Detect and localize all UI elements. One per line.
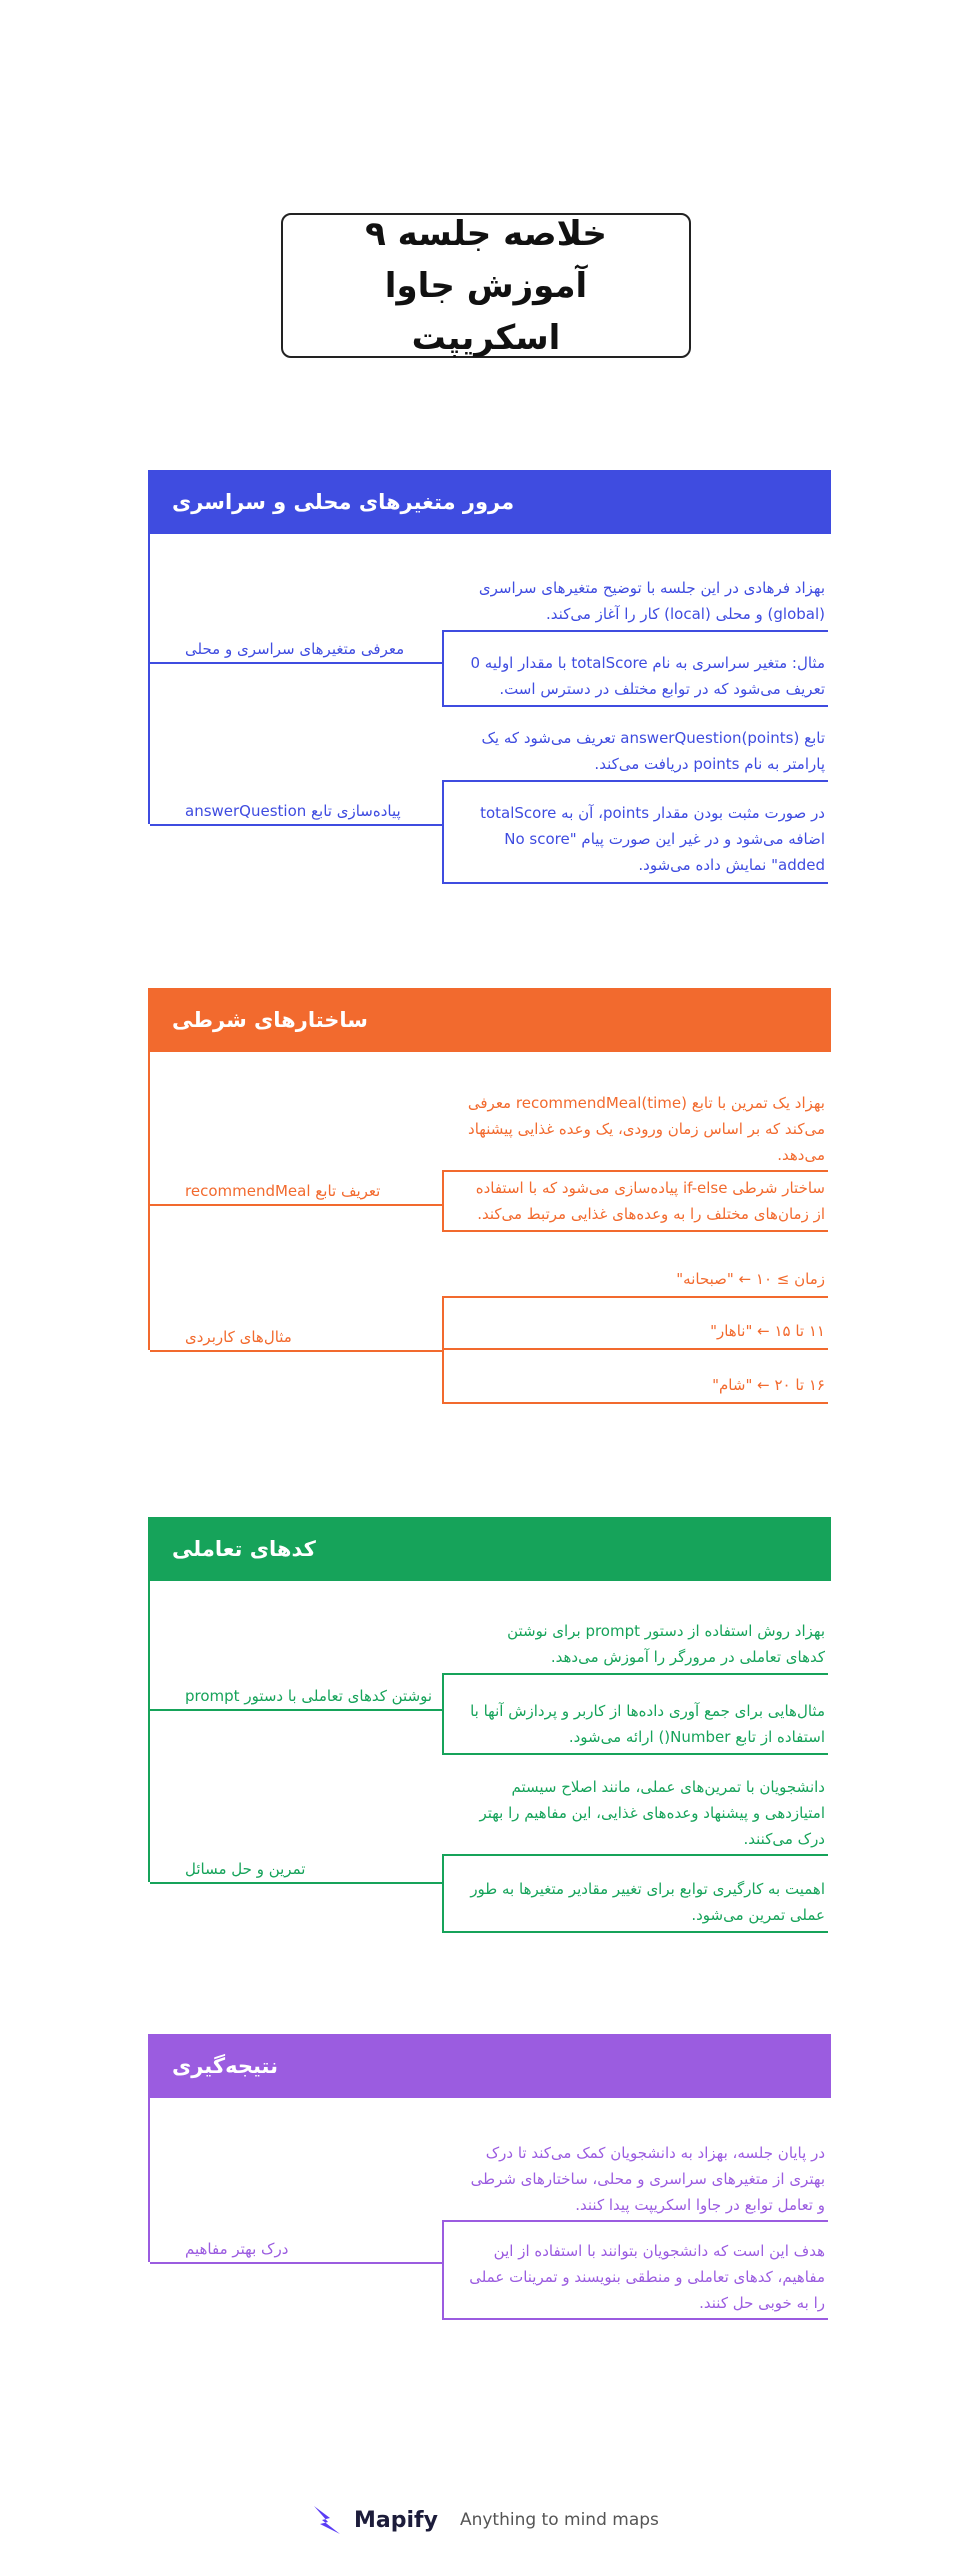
branch-connector	[150, 662, 442, 664]
branch-connector	[150, 824, 442, 826]
branch-connector	[150, 2262, 442, 2264]
footer-brand: Mapify	[354, 2507, 438, 2533]
leaf-underline	[442, 1931, 828, 1933]
branch-label: تمرین و حل مسائل	[185, 1860, 306, 1878]
leaf-underline	[442, 705, 828, 707]
section-trunk-line	[148, 1052, 150, 1350]
branch-connector	[150, 1709, 442, 1711]
footer	[310, 2505, 659, 2535]
leaf-text: بهزاد فرهادی در این جلسه با توضیح متغیرهای سراسری (global) و محلی (local) کار را آغاز می‌کند.	[478, 579, 825, 623]
leaf-text: مثال: متغیر سراسری به نام totalScore با مقدار اولیه 0 تعریف می‌شود که در توابع مختلف در دسترس است.	[470, 654, 825, 698]
branch-connector	[150, 1350, 442, 1352]
section-title: مرور متغیرهای محلی و سراسری	[172, 490, 515, 514]
leaf-text: دانشجویان با تمرین‌های عملی، مانند اصلاح سیستم امتیازدهی و پیشنهاد وعده‌های غذایی، این مفاهیم را بهتر درک می‌کنند.	[479, 1778, 825, 1848]
leaf-underline	[442, 630, 828, 632]
leaf-text: ۱۶ تا ۲۰ ← "شام"	[712, 1376, 825, 1394]
leaf-text: بهزاد روش استفاده از دستور prompt برای نوشتن کدهای تعاملی در مرورگر را آموزش می‌دهد.	[507, 1622, 825, 1666]
leaf-text: ساختار شرطی if-else پیاده‌سازی می‌شود که با استفاده از زمان‌های مختلف را به وعده‌های غذایی مرتبط می‌کند.	[475, 1179, 825, 1223]
leaf-underline	[442, 1170, 828, 1172]
branch-connector	[150, 1882, 442, 1884]
leaf-underline	[442, 1854, 828, 1856]
leaf-underline	[442, 1230, 828, 1232]
leaf-underline	[442, 1673, 828, 1675]
leaf-text: مثال‌هایی برای جمع آوری داده‌ها از کاربر و پردازش آنها با استفاده از تابع Number() ارائه می‌شود.	[470, 1702, 825, 1746]
branch-connector	[150, 1204, 442, 1206]
leaf-underline	[442, 2318, 828, 2320]
section-title: ساختارهای شرطی	[172, 1008, 368, 1032]
branch-label: نوشتن کدهای تعاملی با دستور prompt	[185, 1687, 433, 1705]
leaf-connector-line	[442, 630, 444, 705]
leaf-connector-line	[442, 1170, 444, 1230]
section-trunk-line	[148, 1581, 150, 1882]
leaf-connector-line	[442, 2220, 444, 2318]
section-title: نتیجه‌گیری	[172, 2054, 278, 2078]
branch-label: تعریف تابع recommendMeal	[185, 1182, 381, 1200]
lightning-logo-icon	[310, 2504, 344, 2536]
leaf-text: ۱۱ تا ۱۵ ← "ناهار"	[710, 1322, 825, 1340]
branch-label: درک بهتر مفاهیم	[185, 2240, 289, 2258]
leaf-underline	[442, 2220, 828, 2222]
section-header	[148, 2034, 831, 2098]
leaf-connector-line	[442, 1854, 444, 1931]
leaf-connector-line	[442, 1673, 444, 1753]
footer-tagline: Anything to mind maps	[459, 2510, 659, 2530]
leaf-underline	[442, 882, 828, 884]
leaf-text: هدف این است که دانشجویان بتوانند با استفاده از این مفاهیم، کدهای تعاملی و منطقی بنویسند و تمرینات عملی را به خوبی حل کنند.	[469, 2242, 825, 2312]
section-header	[148, 988, 831, 1052]
leaf-text: اهمیت به کارگیری توابع برای تغییر مقادیر متغیرها به طور عملی تمرین می‌شود.	[470, 1880, 825, 1924]
leaf-underline	[442, 1753, 828, 1755]
page-title: خلاصه جلسه ۹ آموزش جاوا اسکریپت	[281, 213, 691, 358]
section-header	[148, 470, 831, 534]
leaf-connector-line	[442, 780, 444, 882]
section-trunk-line	[148, 2098, 150, 2262]
leaf-underline	[442, 1296, 828, 1298]
leaf-text: بهزاد یک تمرین با تابع recommendMeal(time) معرفی می‌کند که بر اساس زمان ورودی، یک وعده غذایی پیشنهاد می‌دهد.	[467, 1094, 825, 1164]
leaf-underline	[442, 1348, 828, 1350]
leaf-text: تابع answerQuestion(points) تعریف می‌شود که یک پارامتر به نام points دریافت می‌کند.	[481, 729, 825, 773]
section-trunk-line	[148, 534, 150, 824]
branch-label: معرفی متغیرهای سراسری و محلی	[185, 640, 405, 658]
section-header	[148, 1517, 831, 1581]
leaf-text: در پایان جلسه، بهزاد به دانشجویان کمک می‌کند تا درک بهتری از متغیرهای سراسری و محلی، ساختارهای شرطی و تعامل توابع در جاوا اسکریپت پیدا کنند.	[470, 2144, 825, 2214]
leaf-underline	[442, 1402, 828, 1404]
leaf-text: در صورت مثبت بودن مقدار points، آن به totalScore اضافه می‌شود و در غیر این صورت پیام "No score added" نمایش داده می‌شود.	[480, 804, 825, 874]
leaf-text: زمان ≥ ۱۰ ← "صبحانه"	[676, 1270, 825, 1288]
branch-label: مثال‌های کاربردی	[185, 1328, 292, 1346]
branch-label: پیاده‌سازی تابع answerQuestion	[185, 802, 401, 820]
leaf-underline	[442, 780, 828, 782]
section-title: کدهای تعاملی	[172, 1537, 316, 1561]
